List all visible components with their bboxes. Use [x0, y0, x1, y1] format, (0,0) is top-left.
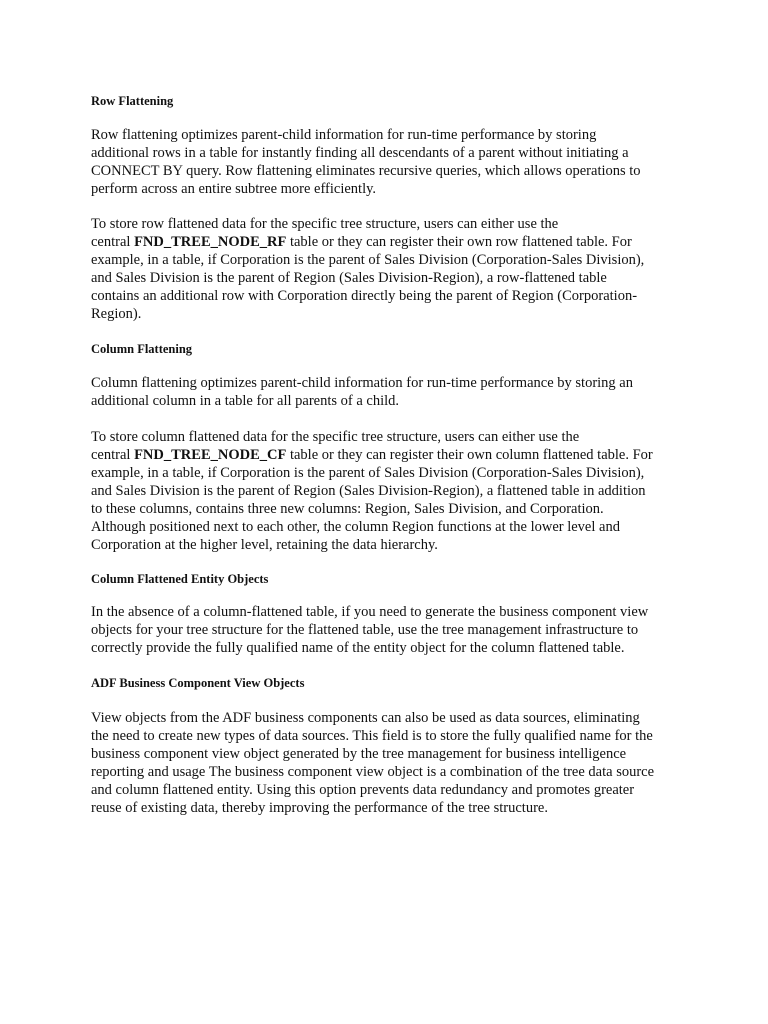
text-line: to these columns, contains three new columns: Region, Sales Division, and Corporation. [91, 501, 604, 517]
text-line: To store row flattened data for the specific tree structure, users can either use the [91, 216, 559, 232]
text-line: and column flattened entity. Using this option prevents data redundancy and promotes greater [91, 782, 635, 798]
text-line: contains an additional row with Corporation directly being the parent of Region (Corporation- [91, 288, 638, 304]
paragraph-column-flattened-entity-objects [91, 603, 691, 657]
text-line: Column flattening optimizes parent-child information for run-time performance by storing an [91, 375, 633, 391]
text-line: and Sales Division is the parent of Region (Sales Division-Region), a flattened table in addition [91, 483, 646, 499]
heading-column-flattened-entity-objects: Column Flattened Entity Objects [91, 572, 269, 586]
text-line: additional column in a table for all parents of a child. [91, 393, 400, 409]
heading-row-flattening: Row Flattening [91, 94, 174, 108]
text-line: example, in a table, if Corporation is the parent of Sales Division (Corporation-Sales Division), [91, 252, 645, 268]
text-line [91, 446, 691, 464]
text-line: example, in a table, if Corporation is the parent of Sales Division (Corporation-Sales Division), [91, 465, 645, 481]
text-line: reporting and usage The business component view object is a combination of the tree data source [91, 764, 655, 780]
table-name-bold: FND_TREE_NODE_CF [134, 447, 287, 463]
text-line: In the absence of a column-flattened table, if you need to generate the business component view [91, 604, 649, 620]
paragraph-column-flattening-storage [91, 428, 691, 554]
text-line: Although positioned next to each other, the column Region functions at the lower level and [91, 519, 620, 535]
text-line: additional rows in a table for instantly finding all descendants of a parent without initiating a [91, 145, 629, 161]
text-line: View objects from the ADF business components can also be used as data sources, eliminating [91, 710, 640, 726]
text-line: Corporation at the higher level, retaining the data hierarchy. [91, 537, 438, 553]
text-line [91, 233, 691, 251]
table-name-bold: FND_TREE_NODE_RF [134, 234, 287, 250]
paragraph-adf-business-component-view-objects [91, 709, 691, 817]
text-line: Row flattening optimizes parent-child information for run-time performance by storing [91, 127, 597, 143]
text-inline-prefix: central [91, 234, 131, 250]
text-inline-prefix: central [91, 447, 131, 463]
paragraph-row-flattening-intro [91, 126, 691, 198]
text-line: Region). [91, 306, 142, 322]
text-line: and Sales Division is the parent of Region (Sales Division-Region), a row-flattened table [91, 270, 607, 286]
paragraph-column-flattening-intro [91, 374, 691, 410]
text-line: business component view object generated by the tree management for business intelligence [91, 746, 627, 762]
text-line: objects for your tree structure for the flattened table, use the tree management infrastructure to [91, 622, 639, 638]
text-line: perform across an entire subtree more efficiently. [91, 181, 377, 197]
text-line: CONNECT BY query. Row flattening eliminates recursive queries, which allows operations to [91, 163, 641, 179]
text-line: reuse of existing data, thereby improving the performance of the tree structure. [91, 800, 548, 816]
text-line: correctly provide the fully qualified name of the entity object for the column flattened table. [91, 640, 625, 656]
heading-adf-business-component-view-objects: ADF Business Component View Objects [91, 676, 305, 690]
text-line: To store column flattened data for the specific tree structure, users can either use the [91, 429, 580, 445]
text-line: the need to create new types of data sources. This field is to store the fully qualified name for the [91, 728, 653, 744]
text-inline-rest: table or they can register their own row flattened table. For [289, 234, 632, 250]
text-inline-rest: table or they can register their own column flattened table. For [289, 447, 653, 463]
paragraph-row-flattening-storage [91, 215, 691, 323]
heading-column-flattening: Column Flattening [91, 342, 193, 356]
